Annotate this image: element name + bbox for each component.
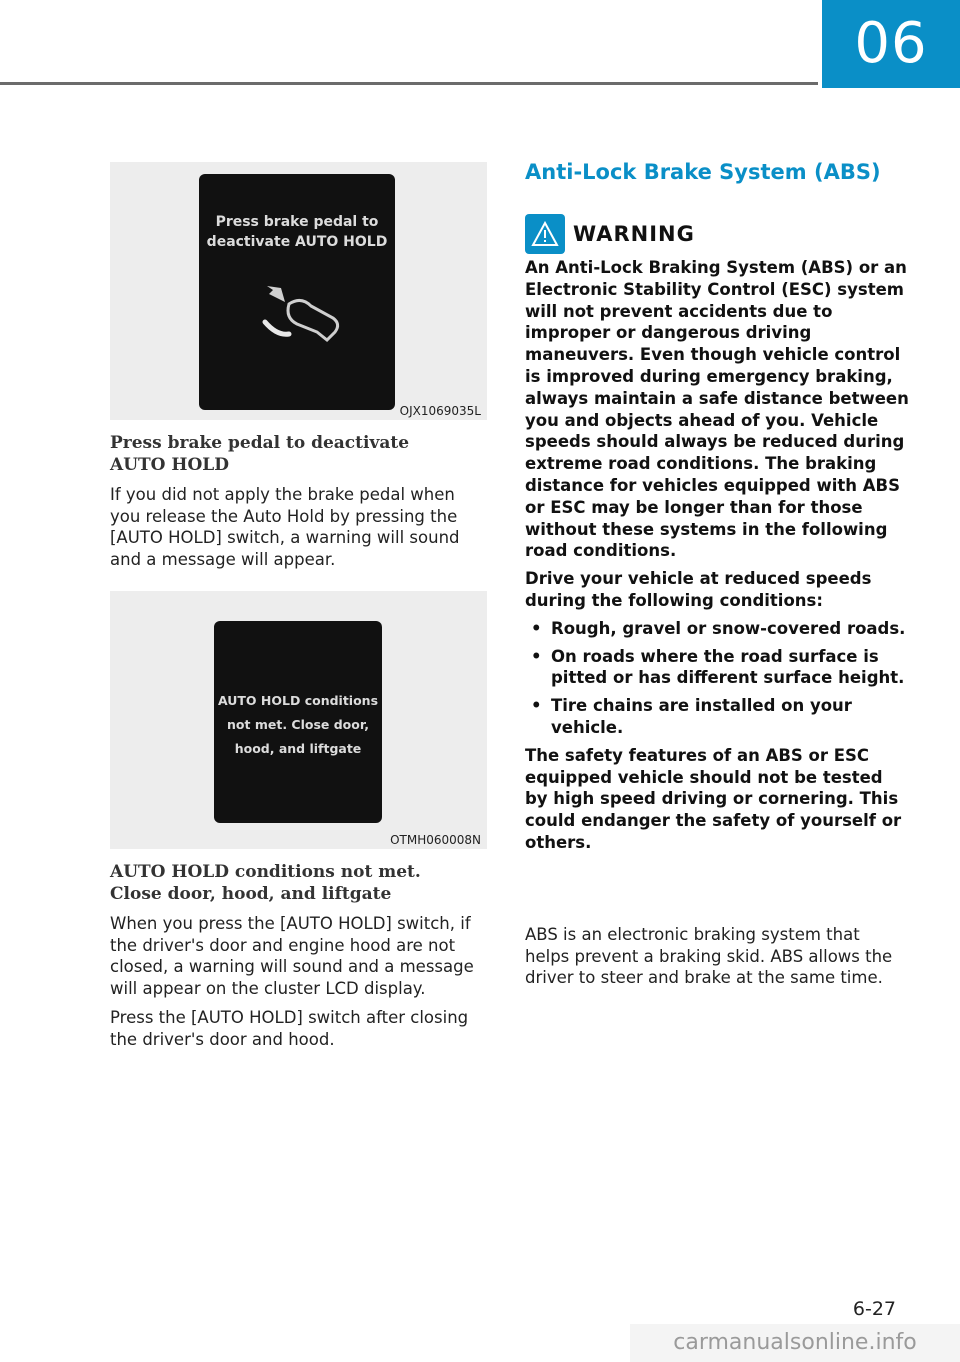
figure-auto-hold-brake [110,162,487,420]
caption-conditions-not-met: AUTO HOLD conditions not met. Close door, hood, and liftgate [110,862,421,904]
section-title-abs: Anti-Lock Brake System (ABS) [525,160,881,184]
warning-header [525,214,695,254]
paragraph-auto-hold-release: If you did not apply the brake pedal when you release the Auto Hold by pressing the [AUTO HOLD] switch, a warning will sound and a message will appear. [110,485,460,569]
warning-paragraph: An Anti-Lock Braking System (ABS) or an Electronic Stability Control (ESC) system will not prevent accidents due to improper or dangerous driving maneuvers. Even though vehicle control is improved during emergency braking, always maintain a safe distance between you and objects ahead of you. Vehicle speeds should always be reduced during extreme road conditions. The braking distance for vehicles equipped with ABS or ESC may be longer than for those without these systems in the following road conditions. [525,258,909,561]
warning-paragraph: Drive your vehicle at reduced speeds during the following conditions: [525,569,872,610]
warning-paragraph: The safety features of an ABS or ESC equipped vehicle should not be tested by high speed driving or cornering. This could endanger the safety of yourself or others. [525,745,902,852]
conditions-list [525,618,910,739]
list-item: • Tire chains are installed on your vehicle. [531,696,852,737]
cluster-display [199,174,395,410]
abs-description: ABS is an electronic braking system that helps prevent a braking skid. ABS allows the driver to steer and brake at the same time. [525,925,893,987]
watermark-logo: carmanualsonline.info [630,1324,960,1362]
warning-body [525,257,910,860]
left-text-block-1 [110,432,490,570]
warning-icon [525,214,565,254]
chapter-tab: 06 [822,0,960,88]
left-text-block-2 [110,861,490,1050]
list-item: • On roads where the road surface is pitted or has different surface height. [531,646,905,688]
cluster-display [214,621,382,823]
header-rule [0,82,818,85]
paragraph-press-switch: Press the [AUTO HOLD] switch after closing the driver's door and hood. [110,1008,469,1049]
caption-brake-pedal: Press brake pedal to deactivate AUTO HOLD [110,433,410,475]
cluster-message: Press brake pedal to deactivate AUTO HOLD [206,214,388,250]
page-number: 6-27 [852,1298,896,1320]
figure-code: OTMH060008N [390,833,481,847]
paragraph-door-not-closed: When you press the [AUTO HOLD] switch, if the driver's door and engine hood are not closed, a warning will sound and a message will appear on the cluster LCD display. [110,914,474,998]
list-item: • Rough, gravel or snow-covered roads. [531,618,906,638]
warning-label: WARNING [573,222,695,246]
cluster-message: AUTO HOLD conditions not met. Close door, hood, and liftgate [217,693,379,756]
brake-pedal-foot-icon [237,274,357,344]
figure-auto-hold-conditions [110,591,487,849]
figure-code: OJX1069035L [399,404,481,418]
